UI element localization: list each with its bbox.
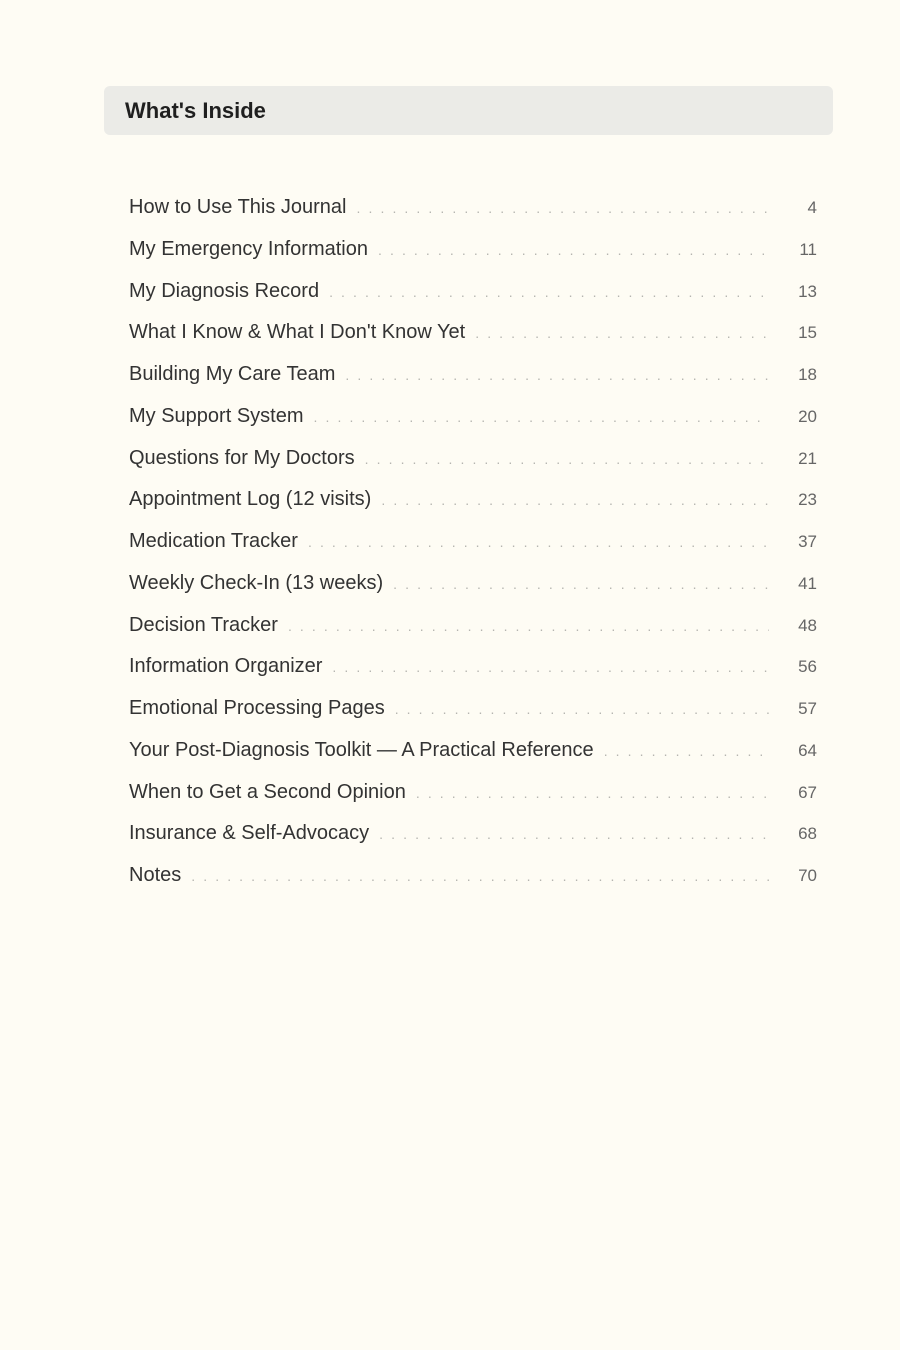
toc-entry-page: 20	[798, 406, 817, 426]
toc-entry-page: 70	[798, 866, 817, 885]
toc-entry[interactable]	[129, 312, 819, 354]
toc-entry-title: Medication Tracker	[129, 530, 298, 552]
leader-dots	[378, 230, 769, 272]
toc-entry-title: Your Post-Diagnosis Toolkit — A Practical Reference	[129, 738, 594, 761]
leader-dots	[314, 397, 769, 439]
toc-entry-page: 13	[798, 281, 817, 301]
toc-entry[interactable]	[129, 646, 819, 688]
leader-dots	[393, 564, 769, 606]
leader-dots	[416, 773, 769, 815]
leader-dots	[379, 814, 769, 856]
toc-entry[interactable]	[129, 187, 819, 229]
toc-entry-title: Weekly Check-In (13 weeks)	[129, 571, 384, 594]
leader-dots	[332, 647, 769, 689]
toc-entry-title: Questions for My Doctors	[129, 446, 355, 469]
toc-entry-page: 41	[798, 573, 817, 593]
toc-entry-page: 23	[798, 490, 817, 510]
leader-dots	[345, 355, 769, 397]
toc-entry[interactable]	[129, 730, 819, 772]
toc-entry-title: My Diagnosis Record	[129, 279, 320, 302]
toc-entry[interactable]	[129, 271, 819, 313]
toc-entry[interactable]	[129, 229, 819, 271]
toc-entry-page: 56	[798, 657, 817, 677]
toc-entry-title: Notes	[129, 864, 182, 886]
toc-entry[interactable]	[129, 438, 819, 480]
toc-entry-page: 21	[798, 448, 817, 468]
leader-dots	[604, 731, 769, 773]
leader-dots	[308, 522, 769, 564]
toc-entry[interactable]	[129, 396, 819, 438]
toc-entry-title: What I Know & What I Don't Know Yet	[129, 321, 466, 344]
toc-entry-page: 67	[798, 782, 817, 802]
toc-entry-title: Information Organizer	[129, 655, 323, 678]
toc-entry-page: 18	[798, 365, 817, 384]
toc-entry[interactable]	[129, 521, 819, 563]
toc-entry[interactable]	[129, 772, 819, 814]
toc-entry-title: Decision Tracker	[129, 613, 278, 636]
toc-entry-page: 64	[798, 740, 817, 760]
toc-entry[interactable]	[129, 605, 819, 647]
toc-entry-page: 11	[799, 239, 817, 259]
leader-dots	[395, 689, 769, 731]
toc-entry[interactable]	[129, 813, 819, 855]
leader-dots	[329, 272, 769, 314]
toc-entry-title: How to Use This Journal	[129, 196, 347, 218]
toc-entry-page: 57	[798, 699, 817, 718]
leader-dots	[365, 439, 769, 481]
toc-entry-title: Appointment Log (12 visits)	[129, 488, 372, 511]
toc-entry-page: 4	[807, 198, 817, 217]
toc-entry-page: 68	[798, 824, 817, 844]
toc-entry[interactable]	[129, 688, 819, 730]
toc-entry-title: Insurance & Self-Advocacy	[129, 822, 370, 845]
toc-entry-page: 37	[798, 532, 817, 551]
toc-entry-title: Building My Care Team	[129, 363, 336, 385]
page-title: What's Inside	[125, 98, 266, 123]
toc-entry[interactable]	[129, 855, 819, 897]
leader-dots	[191, 856, 769, 898]
toc-entry[interactable]	[129, 563, 819, 605]
section-header	[104, 86, 833, 135]
toc-entry[interactable]	[129, 354, 819, 396]
toc-entry-title: My Emergency Information	[129, 237, 368, 260]
toc-entry-title: My Support System	[129, 404, 304, 427]
toc-entry-title: Emotional Processing Pages	[129, 697, 385, 719]
toc-entry-title: When to Get a Second Opinion	[129, 780, 406, 803]
toc-entry-page: 48	[798, 615, 817, 635]
leader-dots	[288, 606, 769, 648]
table-of-contents	[129, 187, 819, 897]
leader-dots	[381, 480, 769, 522]
leader-dots	[475, 313, 769, 355]
leader-dots	[357, 188, 770, 230]
toc-entry[interactable]	[129, 479, 819, 521]
toc-entry-page: 15	[798, 323, 817, 343]
